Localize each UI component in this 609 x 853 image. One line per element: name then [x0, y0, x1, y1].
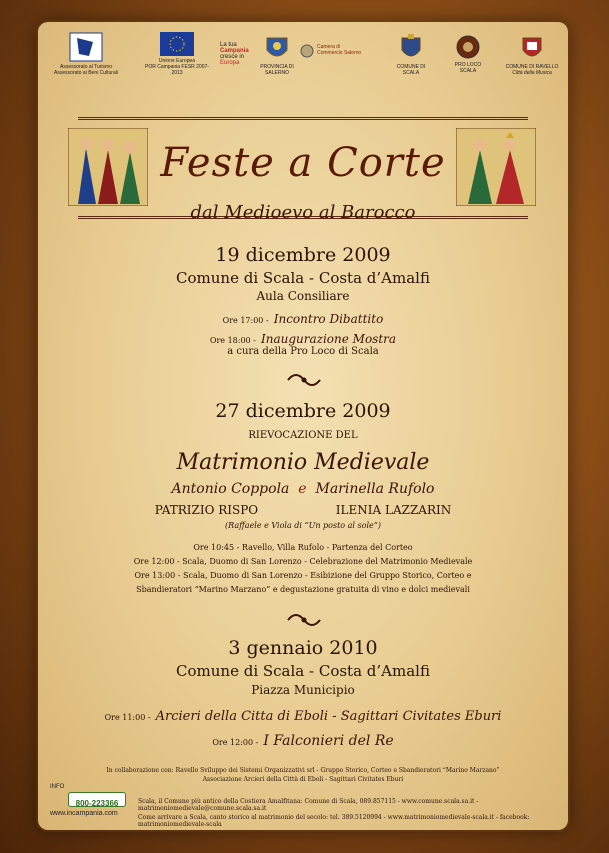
event2-roles: (Raffaele e Viola di “Un posto al sole”): [225, 521, 381, 530]
event2-kicker: RIEVOCAZIONE DEL: [248, 430, 358, 441]
provincia-salerno-logo: PROVINCIA DI SALERNO: [260, 34, 294, 76]
event2-title: Matrimonio Medievale: [176, 450, 430, 475]
footer-info-block: [50, 784, 150, 817]
phone-number: 800-223366: [75, 799, 119, 808]
ravello-crest-icon: [521, 34, 543, 62]
event3-item1: Ore 11:00 - Arcieri della Citta di Eboli - Sagittari Civitates Eburi: [104, 709, 502, 724]
regione-emblem-icon: [69, 32, 103, 62]
ornament-divider-icon: [284, 370, 324, 390]
footer-collab2: Associazione Arcieri della Città di Eboli - Sagittari Civitates Eburi: [202, 776, 404, 783]
provincia-crest-icon: [264, 34, 290, 62]
poster-subtitle: dal Medioevo al Barocco: [190, 202, 416, 223]
poster-parchment: [38, 22, 568, 830]
event2-line1: Ore 10:45 - Ravello, Villa Rufolo - Partenza del Corteo: [193, 543, 413, 552]
eu-flag-icon: [160, 32, 194, 56]
medieval-couple-right-icon: [456, 128, 536, 206]
sponsor-logos: [38, 28, 568, 94]
camera-emblem-icon: [300, 44, 314, 58]
ornament-divider-icon: [284, 610, 324, 630]
event2-line3: Ore 13:00 - Scala, Duomo di San Lorenzo - Esibizione del Gruppo Storico, Corteo e: [134, 571, 472, 580]
camera-commercio-logo: Camera di Commercio Salerno: [300, 44, 366, 58]
event3-date: 3 gennaio 2010: [228, 637, 378, 659]
event2-couple: Antonio Coppola e Marinella Rufolo: [171, 481, 435, 497]
event1-note: a cura della Pro Loco di Scala: [227, 346, 379, 357]
campania-europa-logo: La tua Campania cresce in Europa: [220, 42, 249, 66]
poster-title: Feste a Corte: [160, 140, 446, 186]
comune-ravello-logo: COMUNE DI RAVELLO Città della Musica: [502, 34, 562, 76]
event3-venue: Piazza Municipio: [251, 683, 355, 697]
eu-logo: Unione Europea POR Campania FESR 2007-2013: [142, 32, 212, 76]
scala-crest-icon: [400, 34, 422, 62]
event2-actors: PATRIZIO RISPO ILENIA LAZZARIN: [154, 503, 452, 517]
footer-collab1: In collaborazione con: Ravello Sviluppo dei Sistemi Organizzativi srl - Gruppo Storico, Corteo e Sbandieratori “Marino Marzano”: [106, 767, 500, 774]
event2-date: 27 dicembre 2009: [215, 400, 391, 422]
event3-place: Comune di Scala - Costa d’Amalfi: [176, 662, 430, 680]
event2-line2: Ore 12:00 - Scala, Duomo di San Lorenzo - Celebrazione del Matrimonio Medievale: [133, 557, 473, 566]
comune-scala-logo: COMUNE DI SCALA: [388, 34, 434, 76]
pro-loco-scala-logo: PRO LOCO SCALA: [446, 34, 490, 74]
regione-campania-logo: Assessorato al Turismo Assessorato ai Beni Culturali: [52, 32, 120, 76]
event1-item2: Ore 18:00 - Inaugurazione Mostra: [209, 332, 397, 346]
footer-contact2: Come arrivare a Scala, canto storico al matrimonio del secolo: tel. 389.5120994 - www.matrimoniomedievale-scala.it - facebook: matrimoniomedievale-scala: [138, 814, 530, 828]
footer-contact1: Scala, il Comune più antico della Costiera Amalfitana: Comune di Scala, 089.857115 - www.comune.scala.sa.it - matrimoniomedievale@comune.scala.sa.it: [138, 798, 479, 812]
event1-venue: Aula Consiliare: [256, 289, 350, 303]
event3-item2: Ore 12:00 - I Falconieri del Re: [212, 733, 394, 749]
site-link[interactable]: www.incampania.com: [50, 810, 118, 817]
event1-item1: Ore 17:00 - Incontro Dibattito: [222, 312, 384, 326]
phone-badge: [68, 792, 126, 807]
event1-date: 19 dicembre 2009: [215, 244, 391, 266]
info-label: INFO: [50, 784, 65, 790]
event1-place: Comune di Scala - Costa d’Amalfi: [176, 269, 430, 287]
pro-loco-emblem-icon: [455, 34, 481, 60]
event2-line4: Sbandieratori “Marino Marzano” e degustazione gratuita di vino e dolci medievali: [136, 585, 470, 594]
